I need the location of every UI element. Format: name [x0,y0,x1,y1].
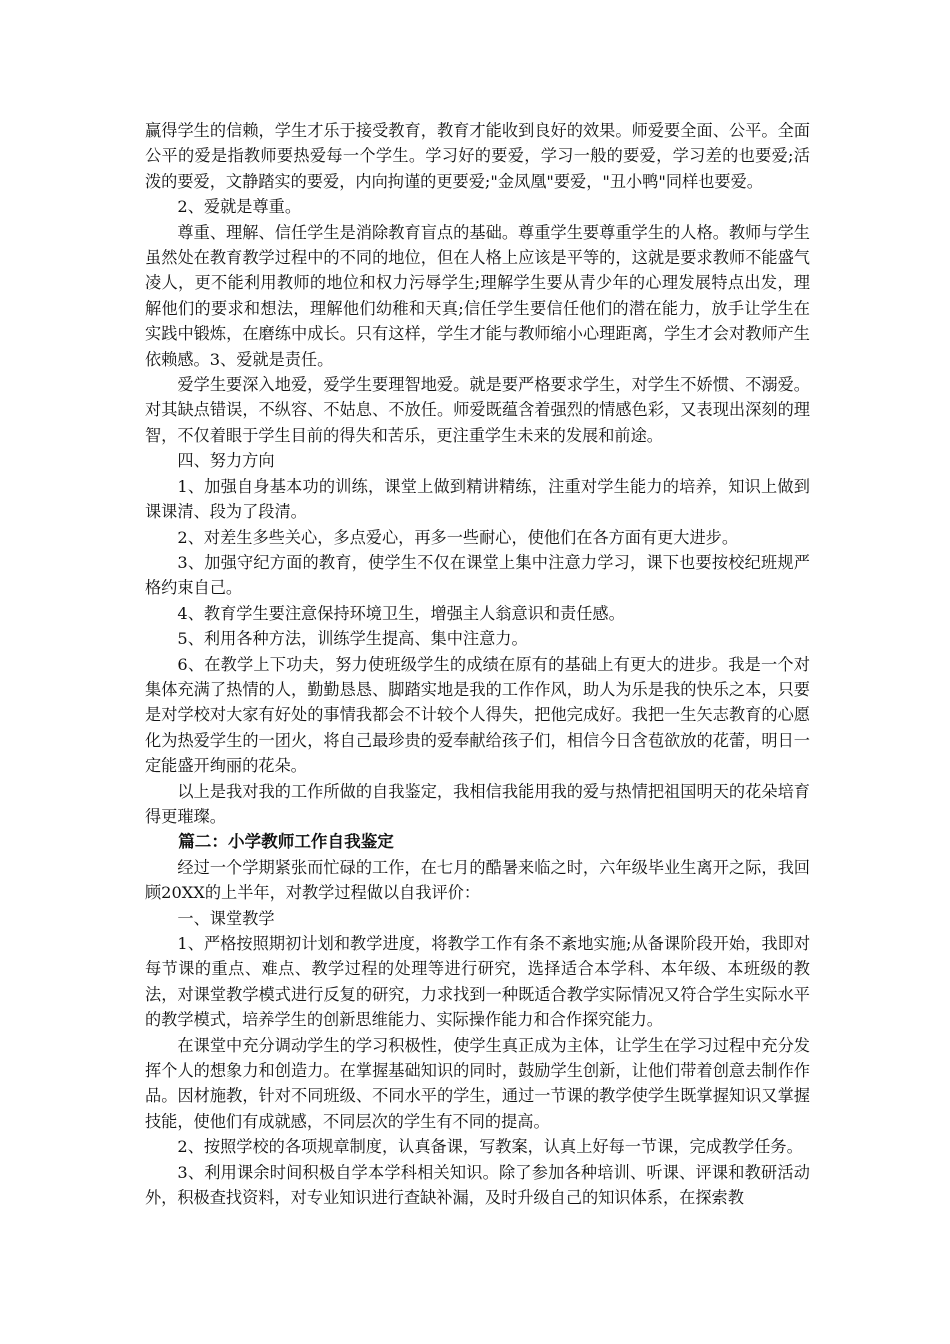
paragraph: 5、利用各种方法，训练学生提高、集中注意力。 [177,629,528,649]
paragraph: 一、课堂教学 [177,908,275,928]
paragraph: 尊重、理解、信任学生是消除教育盲点的基础。尊重学生要尊重学生的人格。教师与学生虽然处在教育教学过程中的不同的地位，但在人格上应该是平等的，这就是要求教师不能盛气凌人，更不能利用教师的地位和权力污辱学生;理解学生要从青少年的心理发展特点出发，理解他们的要求和想法，理解他们幼稚和天真;信任学生要信任他们的潜在能力，放手让学生在实践中锻炼，在磨练中成长。只有这样，学生才能与教师缩小心理距离，学生才会对教师产生依赖感。3、爱就是责任。 [145,222,810,369]
paragraph: 3、加强守纪方面的教育，使学生不仅在课堂上集中注意力学习，课下也要按校纪班规严格约束自己。 [145,552,810,598]
paragraph: 4、教育学生要注意保持环境卫生，增强主人翁意识和责任感。 [177,603,625,623]
paragraph: 在课堂中充分调动学生的学习积极性，使学生真正成为主体，让学生在学习过程中充分发挥个人的想象力和创造力。在掌握基础知识的同时，鼓励学生创新，让他们带着创意去制作作品。因材施教，针对不同班级、不同水平的学生，通过一节课的教学使学生既掌握知识又掌握技能，使他们有成就感，不同层次的学生有不同的提高。 [145,1035,810,1131]
paragraph: 四、努力方向 [177,451,275,471]
paragraph: 3、利用课余时间积极自学本学科相关知识。除了参加各种培训、听课、评课和教研活动外，积极查找资料，对专业知识进行查缺补漏，及时升级自己的知识体系，在探索教 [145,1162,810,1208]
paragraph: 以上是我对我的工作所做的自我鉴定，我相信我能用我的爱与热情把祖国明天的花朵培育得更璀璨。 [145,781,810,826]
paragraph: 赢得学生的信赖，学生才乐于接受教育，教育才能收到良好的效果。师爱要全面、公平。全面公平的爱是指教师要热爱每一个学生。学习好的要爱，学习一般的要爱，学习差的也要爱;活泼的要爱，文静踏实的要爱，内向拘谨的更要爱;"金凤凰"要爱，"丑小鸭"同样也要爱。 [145,121,810,191]
paragraph: 2、对差生多些关心，多点爱心，再多一些耐心，使他们在各方面有更大进步。 [177,527,739,547]
paragraph: 经过一个学期紧张而忙碌的工作，在七月的酷暑来临之时，六年级毕业生离开之际，我回顾20XX的上半年，对教学过程做以自我评价： [145,857,810,903]
paragraph: 2、爱就是尊重。 [177,197,302,217]
paragraph: 2、按照学校的各项规章制度，认真备课，写教案，认真上好每一节课，完成教学任务。 [177,1137,803,1157]
paragraph: 6、在教学上下功夫，努力使班级学生的成绩在原有的基础上有更大的进步。我是一个对集体充满了热情的人，勤勤恳恳、脚踏实地是我的工作作风，助人为乐是我的快乐之本，只要是对学校对大家有好处的事情我都会不计较个人得失，把他完成好。我把一生矢志教育的心愿化为热爱学生的一团火，将自己最珍贵的爱奉献给孩子们，相信今日含苞欲放的花蕾，明日一定能盛开绚丽的花朵。 [145,654,810,776]
document-body [145,118,810,1210]
paragraph: 1、加强自身基本功的训练，课堂上做到精讲精练，注重对学生能力的培养，知识上做到课课清、段为了段清。 [145,476,810,522]
section-heading: 篇二：小学教师工作自我鉴定 [178,832,394,852]
paragraph: 爱学生要深入地爱，爱学生要理智地爱。就是要严格要求学生，对学生不娇惯、不溺爱。对其缺点错误，不纵容、不姑息、不放任。师爱既蕴含着强烈的情感色彩，又表现出深刻的理智，不仅着眼于学生目前的得失和苦乐，更注重学生未来的发展和前途。 [145,375,810,445]
paragraph: 1、严格按照期初计划和教学进度，将教学工作有条不紊地实施;从备课阶段开始，我即对每节课的重点、难点、教学过程的处理等进行研究，选择适合本学科、本年级、本班级的教法，对课堂教学模式进行反复的研究，力求找到一种既适合教学实际情况又符合学生实际水平的教学模式，培养学生的创新思维能力、实际操作能力和合作探究能力。 [145,934,810,1030]
